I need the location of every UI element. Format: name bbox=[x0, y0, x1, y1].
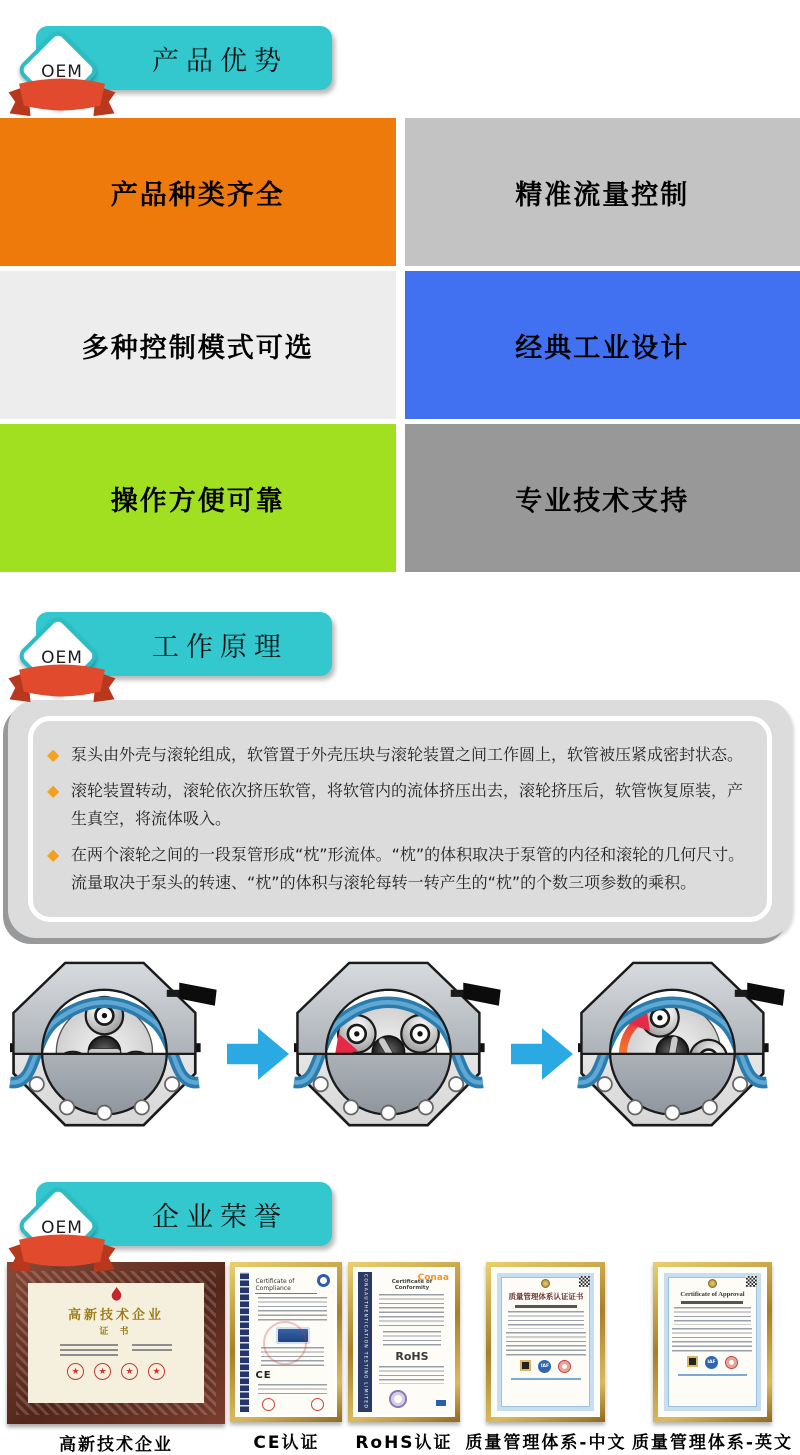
section-header-honors bbox=[0, 1170, 800, 1262]
plaque-gold-mat bbox=[16, 1271, 216, 1415]
advantage-label: 多种控制模式可选 bbox=[82, 326, 314, 365]
cert-header: Certificate of Compliance bbox=[255, 1278, 317, 1294]
purple-seal-icon bbox=[389, 1390, 407, 1408]
advantage-flow-control bbox=[405, 118, 800, 266]
principle-text: 在两个滚轮之间的一段泵管形成“枕”形流体。“枕”的体积取决于泵管的内径和滚轮的几何尺寸。流量取决于泵头的转速、“枕”的体积与滚轮每转一转产生的“枕”的个数三项参数的乘积。 bbox=[71, 841, 753, 897]
cert-title: Certificate of Approval bbox=[669, 1291, 756, 1298]
qr-code-icon bbox=[746, 1276, 757, 1287]
bullet-diamond-icon: ◆ bbox=[47, 777, 63, 833]
qr-code-icon bbox=[579, 1276, 590, 1287]
plaque-paper bbox=[28, 1283, 204, 1403]
principle-card bbox=[8, 700, 792, 938]
certificate-iso-cn bbox=[465, 1262, 626, 1453]
decorative-border bbox=[664, 1273, 761, 1411]
lab-logo-icon bbox=[436, 1400, 446, 1406]
ribbon-icon bbox=[6, 1234, 118, 1276]
seal-stamps-icon bbox=[262, 1398, 324, 1411]
bullet-diamond-icon: ◆ bbox=[47, 741, 63, 769]
flame-logo-icon bbox=[110, 1287, 123, 1303]
principle-inner-box bbox=[28, 716, 772, 922]
certificate-image-ce bbox=[230, 1262, 342, 1422]
cert-header: Certificate of Conformity bbox=[375, 1279, 449, 1291]
oem-badge-label: OEM bbox=[22, 1218, 102, 1238]
principle-bullet-3 bbox=[47, 841, 753, 897]
section-title: 产品优势 bbox=[152, 39, 288, 78]
principle-text: 泵头由外壳与滚轮组成，软管置于外壳压块与滚轮装置之间工作圆上，软管被压紧成密封状态。 bbox=[71, 741, 743, 769]
pump-diagram-2 bbox=[294, 951, 506, 1139]
principle-bullet-1 bbox=[47, 741, 753, 769]
section-title: 工作原理 bbox=[152, 625, 288, 664]
certificate-caption: 质量管理体系-英文 bbox=[632, 1428, 793, 1453]
conaa-logo: Conaa bbox=[418, 1273, 449, 1283]
advantage-label: 操作方便可靠 bbox=[111, 479, 285, 518]
certificate-caption: 质量管理体系-中文 bbox=[465, 1428, 626, 1453]
cert-side-band: CONAAUTHENTICATION TESTING LIMITED bbox=[358, 1272, 372, 1412]
certificate-caption: 高新技术企业 bbox=[59, 1430, 173, 1455]
advantage-control-modes bbox=[0, 271, 396, 419]
rohs-mark: RoHS bbox=[375, 1350, 449, 1363]
advantage-label: 产品种类齐全 bbox=[111, 173, 285, 212]
certificate-image-plaque bbox=[7, 1262, 225, 1424]
flow-arrow-icon bbox=[511, 1027, 573, 1081]
principle-bullet-2 bbox=[47, 777, 753, 833]
cert-side-band bbox=[240, 1272, 249, 1412]
section-header-principle bbox=[0, 600, 800, 692]
certificate-image-iso-cn bbox=[486, 1262, 605, 1422]
advantage-easy-operation bbox=[0, 424, 396, 572]
seal-stamps-icon: ★ ★ ★ ★ bbox=[67, 1363, 165, 1380]
bullet-diamond-icon: ◆ bbox=[47, 841, 63, 897]
round-logo-icon bbox=[317, 1274, 330, 1287]
cert-title: 质量管理体系认证证书 bbox=[502, 1291, 589, 1302]
certificates-row bbox=[0, 1262, 800, 1455]
iaf-seal-icon: IAF bbox=[538, 1360, 551, 1373]
pump-diagram-1 bbox=[10, 951, 222, 1139]
advantages-grid bbox=[0, 118, 800, 572]
certificate-ce bbox=[230, 1262, 342, 1453]
decorative-border bbox=[497, 1273, 594, 1411]
ce-mark: CE bbox=[255, 1370, 330, 1381]
certificate-image-rohs bbox=[348, 1262, 460, 1422]
iaf-seal-icon: IAF bbox=[705, 1356, 718, 1369]
section-header-advantages bbox=[0, 14, 800, 106]
oem-badge-label: OEM bbox=[22, 648, 102, 668]
advantage-label: 专业技术支持 bbox=[515, 479, 689, 518]
certificate-rohs bbox=[348, 1262, 460, 1453]
plaque-title: 高新技术企业 bbox=[68, 1304, 164, 1323]
certificate-caption: RoHS认证 bbox=[355, 1428, 452, 1453]
advantage-label: 精准流量控制 bbox=[515, 173, 689, 212]
certificate-hightech bbox=[7, 1262, 225, 1455]
certificate-image-iso-en bbox=[653, 1262, 772, 1422]
ribbon-icon bbox=[6, 78, 118, 120]
pump-diagram-3 bbox=[578, 951, 790, 1139]
advantage-tech-support bbox=[405, 424, 800, 572]
oem-badge-label: OEM bbox=[22, 62, 102, 82]
certificate-iso-en bbox=[632, 1262, 793, 1453]
principle-text: 滚轮装置转动，滚轮依次挤压软管，将软管内的流体挤压出去，滚轮挤压后，软管恢复原装，产生真空，将流体吸入。 bbox=[71, 777, 753, 833]
flow-arrow-icon bbox=[227, 1027, 289, 1081]
advantage-industrial-design bbox=[405, 271, 800, 419]
pump-diagram-row bbox=[0, 950, 800, 1140]
certificate-caption: CE认证 bbox=[253, 1428, 319, 1453]
advantage-label: 经典工业设计 bbox=[515, 326, 689, 365]
ribbon-icon bbox=[6, 664, 118, 706]
plaque-subtitle: 证 书 bbox=[99, 1324, 132, 1337]
advantage-product-range bbox=[0, 118, 396, 266]
section-title: 企业荣誉 bbox=[152, 1195, 288, 1234]
plaque-fineprint bbox=[60, 1341, 172, 1359]
